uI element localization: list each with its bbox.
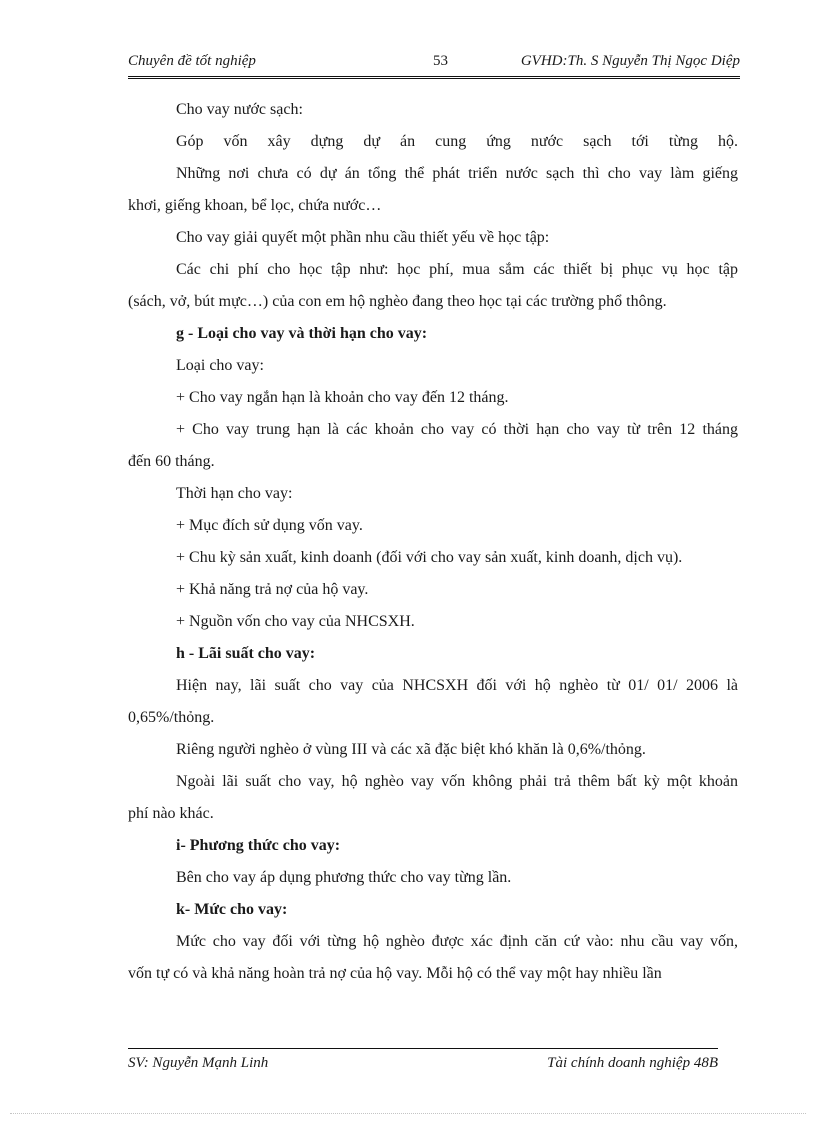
- paragraph-line: 0,65%/thỏng.: [128, 709, 215, 726]
- paragraph-line: phí nào khác.: [128, 805, 214, 822]
- page-break-divider: [10, 1113, 806, 1114]
- paragraph-line: đến 60 tháng.: [128, 453, 215, 470]
- paragraph-line: + Khả năng trả nợ của hộ vay.: [176, 581, 369, 598]
- page-number: 53: [433, 53, 448, 69]
- section-heading: k- Mức cho vay:: [176, 901, 288, 918]
- paragraph-line: Những nơi chưa có dự án tổng thể phát triển nước sạch thì cho vay làm giếng: [176, 165, 738, 182]
- section-heading: g - Loại cho vay và thời hạn cho vay:: [176, 325, 428, 342]
- paragraph-line: + Cho vay ngắn hạn là khoản cho vay đến 12 tháng.: [176, 389, 509, 406]
- paragraph-line: Các chi phí cho học tập như: học phí, mua sắm các thiết bị phục vụ học tập: [176, 261, 738, 278]
- page-header: [128, 50, 740, 79]
- paragraph-line: khơi, giếng khoan, bể lọc, chứa nước…: [128, 197, 382, 214]
- paragraph-line: + Nguồn vốn cho vay của NHCSXH.: [176, 613, 415, 630]
- paragraph-line: + Chu kỳ sản xuất, kinh doanh (đối với cho vay sản xuất, kinh doanh, dịch vụ).: [176, 549, 683, 566]
- header-document-type: Chuyên đề tốt nghiệp: [128, 53, 256, 69]
- footer-class: Tài chính doanh nghiệp 48B: [547, 1055, 718, 1071]
- paragraph-line: Góp vốn xây dựng dự án cung ứng nước sạch tới từng hộ.: [176, 133, 738, 150]
- paragraph-line: (sách, vở, bút mực…) của con em hộ nghèo đang theo học tại các trường phổ thông.: [128, 293, 667, 310]
- page-footer: [128, 1048, 718, 1075]
- paragraph-line: Riêng người nghèo ở vùng III và các xã đặc biệt khó khăn là 0,6%/thỏng.: [176, 741, 646, 758]
- section-heading: i- Phương thức cho vay:: [176, 837, 341, 854]
- paragraph-line: Mức cho vay đối với từng hộ nghèo được xác định căn cứ vào: nhu cầu vay vốn,: [176, 933, 738, 950]
- paragraph-line: vốn tự có và khả năng hoàn trả nợ của hộ vay. Mỗi hộ có thể vay một hay nhiều lần: [128, 965, 662, 982]
- paragraph-line: Loại cho vay:: [176, 357, 264, 374]
- paragraph-line: Bên cho vay áp dụng phương thức cho vay từng lần.: [176, 869, 512, 886]
- paragraph-line: + Mục đích sử dụng vốn vay.: [176, 517, 363, 534]
- paragraph-line: Hiện nay, lãi suất cho vay của NHCSXH đối với hộ nghèo từ 01/ 01/ 2006 là: [176, 677, 738, 694]
- paragraph-line: Cho vay nước sạch:: [176, 101, 303, 118]
- header-supervisor: GVHD:Th. S Nguyễn Thị Ngọc Diệp: [520, 53, 740, 69]
- paragraph-line: + Cho vay trung hạn là các khoản cho vay có thời hạn cho vay từ trên 12 tháng: [176, 421, 738, 438]
- paragraph-line: Thời hạn cho vay:: [176, 485, 293, 502]
- paragraph-line: Ngoài lãi suất cho vay, hộ nghèo vay vốn không phải trả thêm bất kỳ một khoản: [176, 773, 738, 790]
- paragraph-line: Cho vay giải quyết một phần nhu cầu thiết yếu về học tập:: [176, 229, 550, 246]
- section-heading: h - Lãi suất cho vay:: [176, 645, 316, 662]
- footer-student: SV: Nguyễn Mạnh Linh: [128, 1055, 269, 1071]
